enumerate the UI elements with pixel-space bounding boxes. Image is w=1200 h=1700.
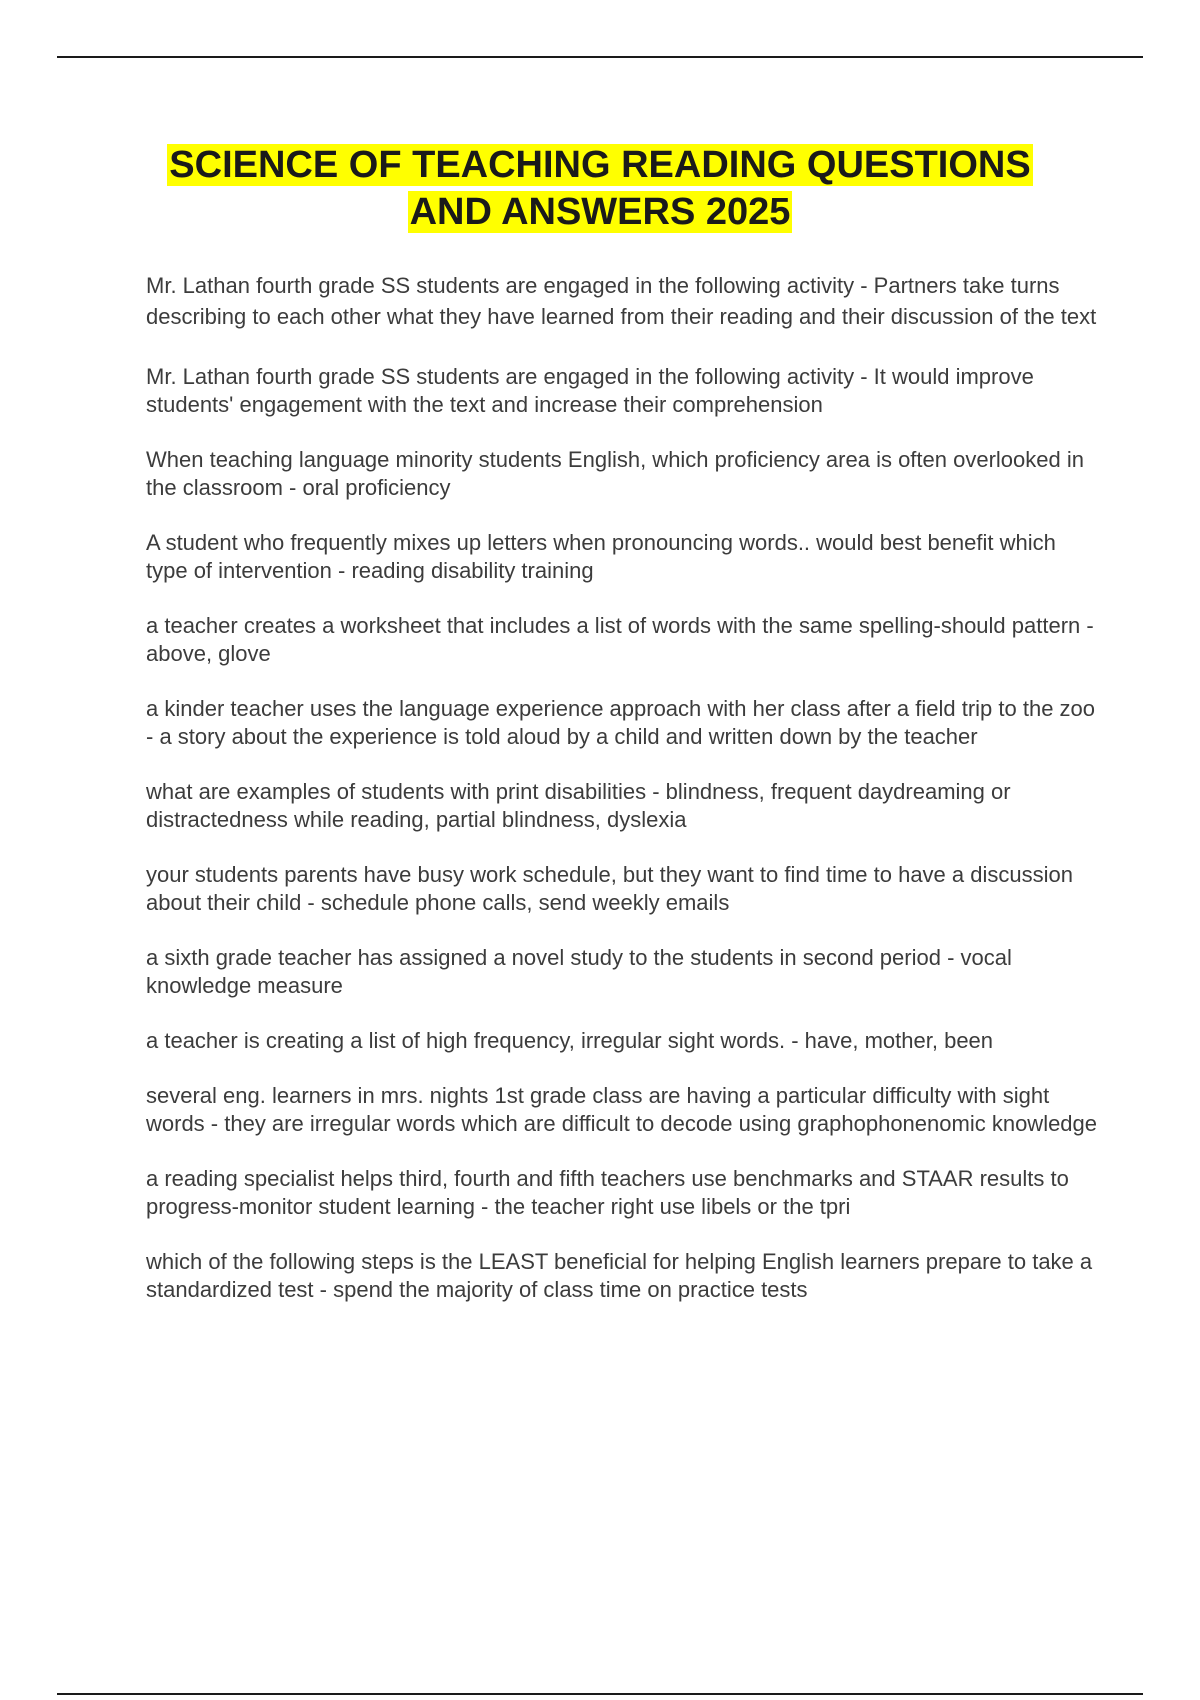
qa-item: your students parents have busy work schedule, but they want to find time to have a discussion about their child - schedule phone calls, send weekly emails xyxy=(146,862,1073,915)
qa-item: a reading specialist helps third, fourth and fifth teachers use benchmarks and STAAR results to progress-monitor student learning - the teacher right use libels or the tpri xyxy=(146,1166,1069,1219)
qa-item: several eng. learners in mrs. nights 1st grade class are having a particular difficulty with sight words - they are irregular words which are difficult to decode using graphophonenomic knowledge xyxy=(146,1083,1098,1136)
bottom-divider xyxy=(57,1693,1143,1695)
qa-item: what are examples of students with print disabilities - blindness, frequent daydreaming or distractedness while reading, partial blindness, dyslexia xyxy=(146,779,1011,832)
qa-item: When teaching language minority students English, which proficiency area is often overlooked in the classroom - oral proficiency xyxy=(146,447,1084,500)
qa-item: Mr. Lathan fourth grade SS students are engaged in the following activity - It would improve students' engagement with the text and increase their comprehension xyxy=(146,364,1034,417)
qa-item: a teacher creates a worksheet that includes a list of words with the same spelling-should pattern - above, glove xyxy=(146,613,1094,666)
qa-item: which of the following steps is the LEAST beneficial for helping English learners prepare to take a standardized test - spend the majority of class time on practice tests xyxy=(146,1249,1093,1302)
qa-item: a teacher is creating a list of high frequency, irregular sight words. - have, mother, been xyxy=(146,1028,994,1053)
title-line-1: SCIENCE OF TEACHING READING QUESTIONS xyxy=(169,144,1031,186)
qa-list xyxy=(146,270,1101,1331)
qa-item: a sixth grade teacher has assigned a novel study to the students in second period - vocal knowledge measure xyxy=(146,945,1012,998)
top-divider xyxy=(57,56,1143,58)
document-title xyxy=(100,142,1100,236)
qa-item: a kinder teacher uses the language experience approach with her class after a field trip to the zoo - a story about the experience is told aloud by a child and written down by the teacher xyxy=(146,696,1096,749)
title-line-2: AND ANSWERS 2025 xyxy=(409,191,791,233)
qa-item: A student who frequently mixes up letters when pronouncing words.. would best benefit which type of intervention - reading disability training xyxy=(146,530,1056,583)
qa-item: Mr. Lathan fourth grade SS students are engaged in the following activity - Partners take turns describing to each other what they have learned from their reading and their discussion of the text xyxy=(146,273,1097,329)
